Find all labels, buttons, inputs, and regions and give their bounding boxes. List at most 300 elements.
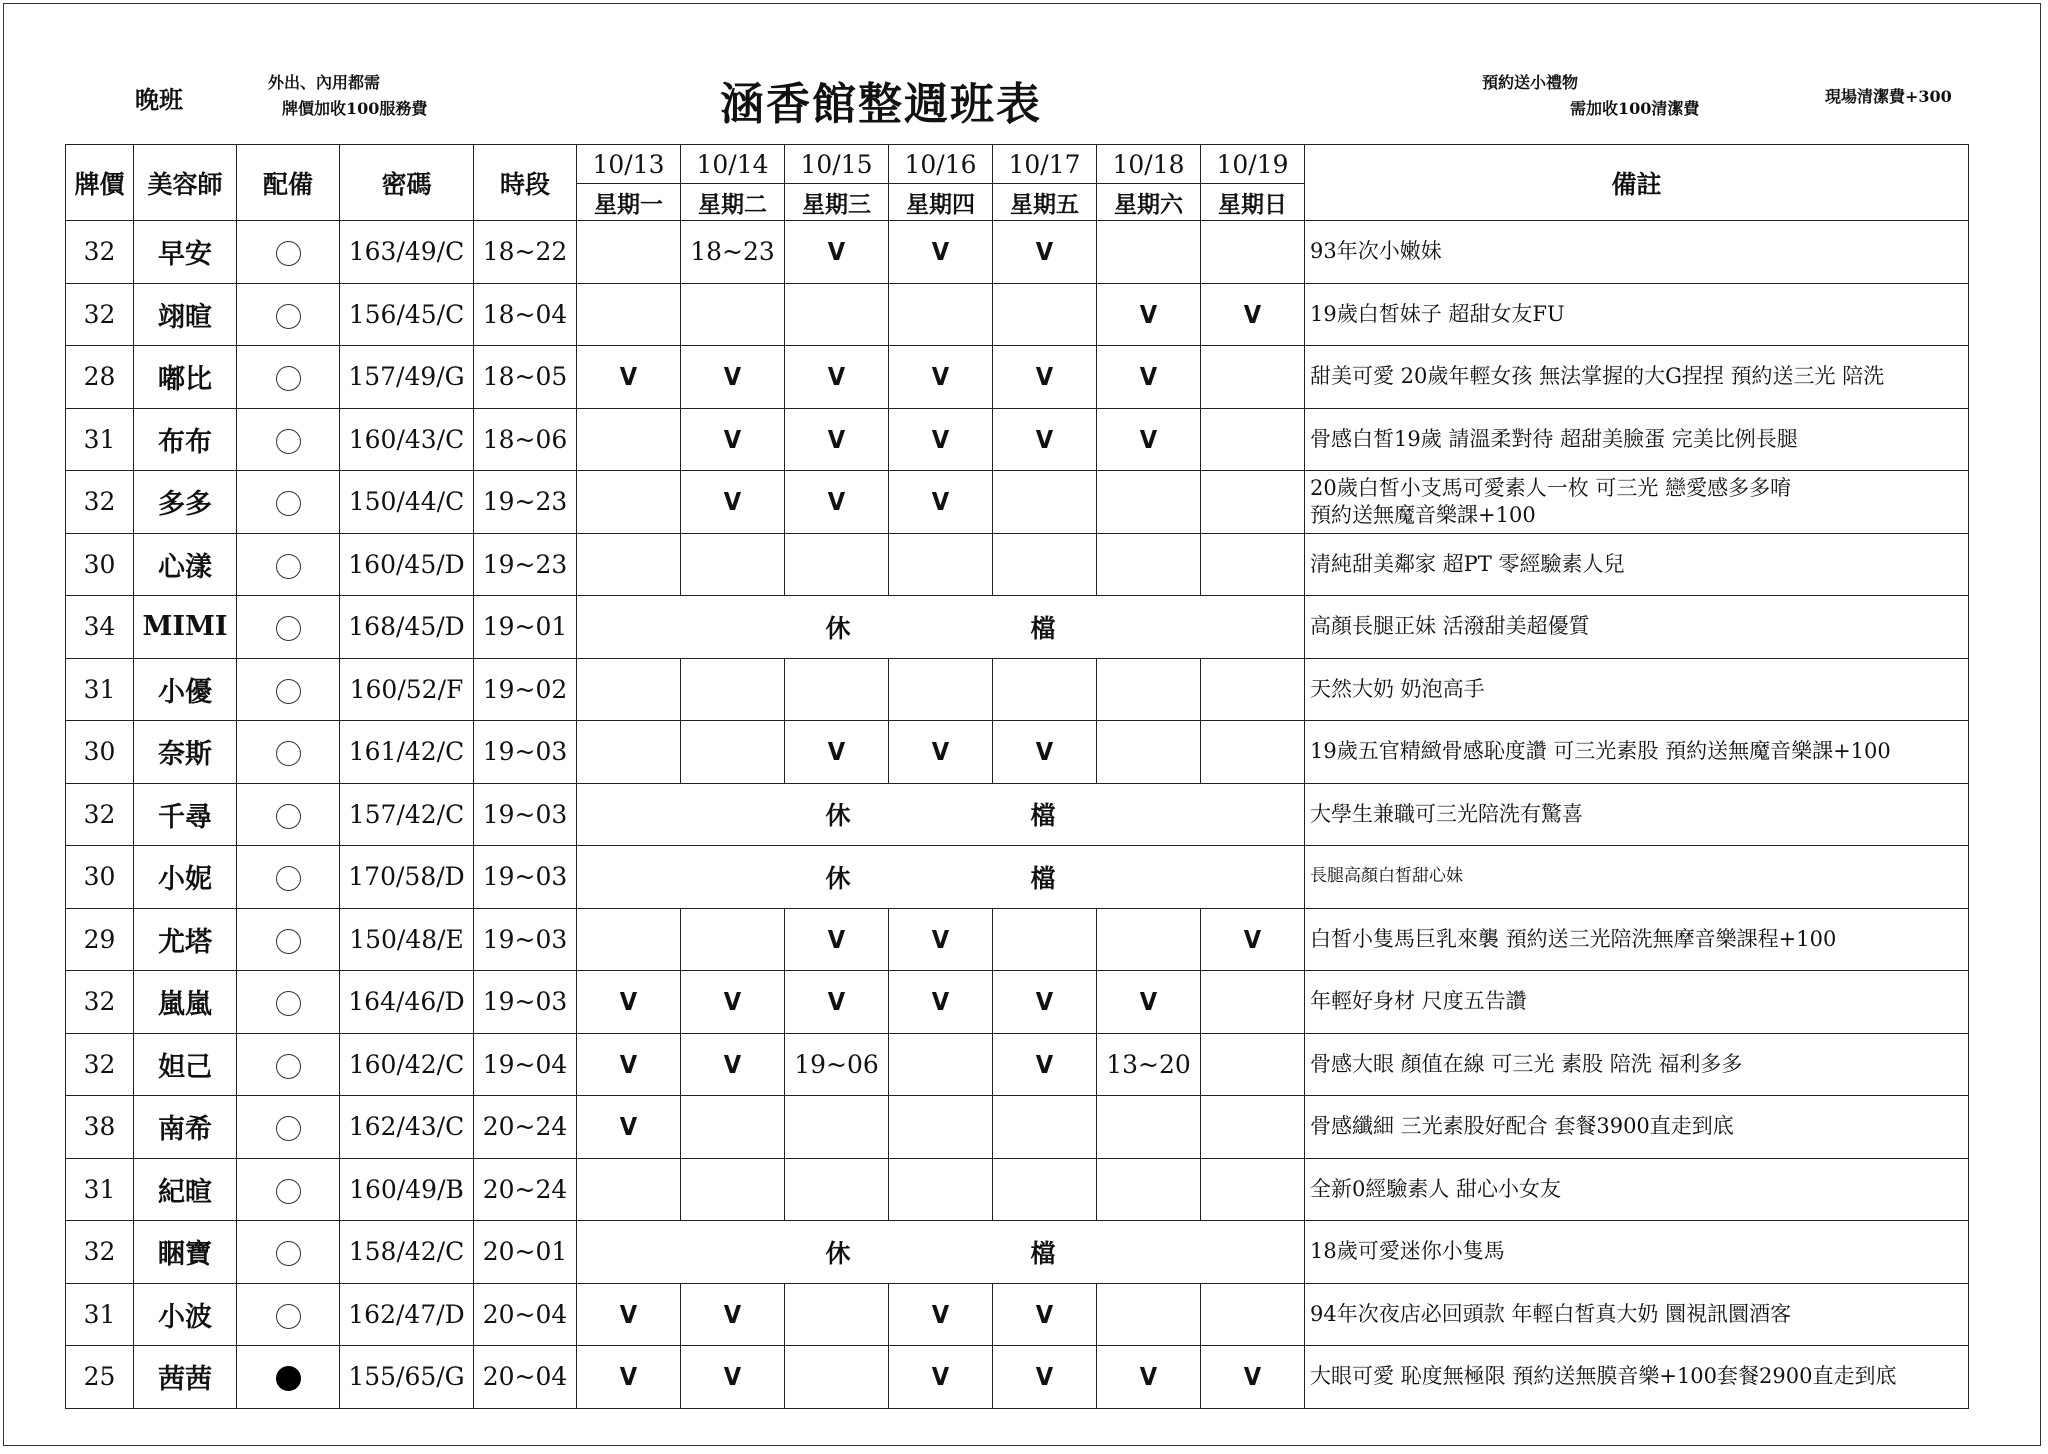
empty-circle-icon	[276, 241, 301, 266]
password-cell: 161/42/C	[340, 721, 474, 784]
stylist-name: 嵐嵐	[134, 971, 237, 1034]
day-cell	[681, 533, 785, 596]
day-cell	[577, 1158, 681, 1221]
day-cell	[1201, 471, 1305, 534]
rest-label: 休	[825, 1238, 851, 1268]
price-cell: 32	[66, 221, 134, 284]
time-cell: 19~03	[474, 783, 577, 846]
empty-circle-icon	[276, 804, 301, 829]
header-weekday: 星期六	[1097, 184, 1201, 221]
equipment-cell	[237, 1221, 340, 1284]
day-cell	[1201, 1033, 1305, 1096]
gift-note-line1: 預約送小禮物	[1482, 73, 1579, 92]
header-date: 10/17	[993, 145, 1097, 184]
day-cell	[681, 283, 785, 346]
stylist-name: 小波	[134, 1283, 237, 1346]
header-weekday: 星期三	[785, 184, 889, 221]
password-cell: 160/42/C	[340, 1033, 474, 1096]
table-row	[66, 283, 1969, 346]
header-date: 10/14	[681, 145, 785, 184]
day-cell	[889, 283, 993, 346]
time-cell: 18~05	[474, 346, 577, 409]
day-cell	[577, 533, 681, 596]
table-row	[66, 1283, 1969, 1346]
header-date: 10/16	[889, 145, 993, 184]
password-cell: 158/42/C	[340, 1221, 474, 1284]
day-cell	[1201, 1096, 1305, 1159]
day-cell	[993, 1158, 1097, 1221]
day-cell	[889, 1096, 993, 1159]
equipment-cell	[237, 221, 340, 284]
rest-label: 檔	[1030, 801, 1056, 831]
remark-text: 19歲五官精緻骨感恥度讚 可三光素股 預約送無魔音樂課+100	[1310, 739, 1891, 764]
remark-text: 骨感大眼 顏值在線 可三光 素股 陪洗 福利多多	[1310, 1051, 1743, 1076]
rest-label: 檔	[1030, 613, 1056, 643]
empty-circle-icon	[276, 616, 301, 641]
remark-text: 清純甜美鄰家 超PT 零經驗素人兒	[1310, 551, 1625, 576]
remark-cell	[1305, 1033, 1969, 1096]
remark-cell	[1305, 1346, 1969, 1409]
day-cell	[993, 1096, 1097, 1159]
remark-cell	[1305, 971, 1969, 1034]
empty-circle-icon	[276, 866, 301, 891]
empty-circle-icon	[276, 1179, 301, 1204]
day-cell: V	[889, 1283, 993, 1346]
header-date: 10/18	[1097, 145, 1201, 184]
remark-cell	[1305, 408, 1969, 471]
price-cell: 31	[66, 1283, 134, 1346]
day-cell: 18~23	[681, 221, 785, 284]
stylist-name: 茜茜	[134, 1346, 237, 1409]
remark-text: 骨感纖細 三光素股好配合 套餐3900直走到底	[1310, 1114, 1734, 1139]
day-cell	[785, 1346, 889, 1409]
equipment-cell	[237, 1096, 340, 1159]
day-cell: V	[577, 1033, 681, 1096]
remark-cell	[1305, 783, 1969, 846]
day-cell: V	[577, 971, 681, 1034]
stylist-name: 翊暄	[134, 283, 237, 346]
header-stylist: 美容師	[134, 145, 237, 221]
day-cell	[681, 1096, 785, 1159]
time-cell: 19~23	[474, 471, 577, 534]
equipment-cell	[237, 783, 340, 846]
rest-cell	[577, 846, 1305, 909]
password-cell: 160/43/C	[340, 408, 474, 471]
table-row	[66, 1033, 1969, 1096]
day-cell: V	[681, 1033, 785, 1096]
service-fee-note-line1: 外出、內用都需	[268, 73, 381, 92]
price-cell: 38	[66, 1096, 134, 1159]
empty-circle-icon	[276, 1054, 301, 1079]
time-cell: 19~04	[474, 1033, 577, 1096]
password-cell: 155/65/G	[340, 1346, 474, 1409]
day-cell: V	[1201, 1346, 1305, 1409]
table-row	[66, 846, 1969, 909]
day-cell	[577, 721, 681, 784]
remark-text: 甜美可愛 20歲年輕女孩 無法掌握的大G捏捏 預約送三光 陪洗	[1310, 364, 1885, 389]
equipment-cell	[237, 971, 340, 1034]
remark-text: 19歲白皙妹子 超甜女友FU	[1310, 301, 1565, 326]
equipment-cell	[237, 1033, 340, 1096]
rest-cell	[577, 596, 1305, 659]
rest-label: 休	[825, 613, 851, 643]
stylist-name: 睏寶	[134, 1221, 237, 1284]
remark-text: 20歲白皙小支馬可愛素人一枚 可三光 戀愛感多多唷	[1310, 475, 1792, 500]
time-cell: 19~03	[474, 908, 577, 971]
day-cell	[1097, 721, 1201, 784]
remark-text: 天然大奶 奶泡高手	[1310, 676, 1485, 701]
remark-text: 白皙小隻馬巨乳來襲 預約送三光陪洗無摩音樂課程+100	[1310, 926, 1837, 951]
header-password: 密碼	[340, 145, 474, 221]
day-cell	[577, 658, 681, 721]
stylist-name: 小妮	[134, 846, 237, 909]
day-cell	[577, 221, 681, 284]
remark-cell	[1305, 1096, 1969, 1159]
day-cell	[1201, 1158, 1305, 1221]
day-cell	[889, 658, 993, 721]
service-fee-note-line2: 牌價加收100服務費	[282, 99, 428, 118]
day-cell: V	[681, 471, 785, 534]
day-cell: V	[993, 1033, 1097, 1096]
table-row	[66, 1346, 1969, 1409]
empty-circle-icon	[276, 429, 301, 454]
remark-text: 大眼可愛 恥度無極限 預約送無膜音樂+100套餐2900直走到底	[1310, 1364, 1897, 1389]
remark-text: 93年次小嫩妹	[1310, 239, 1442, 264]
time-cell: 20~04	[474, 1283, 577, 1346]
empty-circle-icon	[276, 1304, 301, 1329]
day-cell: V	[577, 346, 681, 409]
header-date: 10/19	[1201, 145, 1305, 184]
day-cell: V	[785, 971, 889, 1034]
day-cell: V	[1097, 971, 1201, 1034]
rest-label: 休	[825, 801, 851, 831]
table-row	[66, 596, 1969, 659]
equipment-cell	[237, 908, 340, 971]
day-cell: V	[889, 221, 993, 284]
day-cell: V	[681, 971, 785, 1034]
remark-cell	[1305, 346, 1969, 409]
day-cell: 19~06	[785, 1033, 889, 1096]
stylist-name: 早安	[134, 221, 237, 284]
stylist-name: MIMI	[134, 596, 237, 659]
day-cell: V	[1097, 346, 1201, 409]
password-cell: 160/45/D	[340, 533, 474, 596]
day-cell: V	[993, 1346, 1097, 1409]
remark-cell	[1305, 1283, 1969, 1346]
remark-cell	[1305, 846, 1969, 909]
header-weekday: 星期一	[577, 184, 681, 221]
rest-cell	[577, 783, 1305, 846]
time-cell: 19~03	[474, 721, 577, 784]
day-cell: V	[577, 1096, 681, 1159]
day-cell	[993, 283, 1097, 346]
table-row	[66, 471, 1969, 534]
remark-cell	[1305, 533, 1969, 596]
stylist-name: 尤塔	[134, 908, 237, 971]
header-price: 牌價	[66, 145, 134, 221]
password-cell: 150/48/E	[340, 908, 474, 971]
remark-text: 18歲可愛迷你小隻馬	[1310, 1239, 1505, 1264]
day-cell: V	[1097, 408, 1201, 471]
day-cell	[577, 408, 681, 471]
table-row	[66, 783, 1969, 846]
price-cell: 32	[66, 1221, 134, 1284]
time-cell: 19~01	[474, 596, 577, 659]
stylist-name: 嘟比	[134, 346, 237, 409]
day-cell: V	[1201, 908, 1305, 971]
header-weekday: 星期二	[681, 184, 785, 221]
price-cell: 32	[66, 783, 134, 846]
price-cell: 31	[66, 408, 134, 471]
day-cell	[1097, 471, 1201, 534]
empty-circle-icon	[276, 1241, 301, 1266]
remark-text: 骨感白皙19歲 請溫柔對待 超甜美臉蛋 完美比例長腿	[1310, 426, 1798, 451]
stylist-name: 妲己	[134, 1033, 237, 1096]
equipment-cell	[237, 1158, 340, 1221]
day-cell: V	[681, 408, 785, 471]
equipment-cell	[237, 283, 340, 346]
empty-circle-icon	[276, 1116, 301, 1141]
equipment-cell	[237, 346, 340, 409]
day-cell	[993, 658, 1097, 721]
table-row	[66, 1221, 1969, 1284]
empty-circle-icon	[276, 741, 301, 766]
remark-cell	[1305, 1221, 1969, 1284]
price-cell: 29	[66, 908, 134, 971]
day-cell	[785, 1096, 889, 1159]
remark-text: 高顏長腿正妹 活潑甜美超優質	[1310, 614, 1590, 639]
day-cell	[577, 471, 681, 534]
day-cell	[1097, 221, 1201, 284]
day-cell: V	[889, 908, 993, 971]
table-row	[66, 1096, 1969, 1159]
remark-cell	[1305, 283, 1969, 346]
price-cell: 31	[66, 658, 134, 721]
day-cell: V	[1097, 283, 1201, 346]
rest-label: 檔	[1030, 1238, 1056, 1268]
day-cell: V	[681, 1283, 785, 1346]
stylist-name: 奈斯	[134, 721, 237, 784]
table-row	[66, 408, 1969, 471]
password-cell: 162/43/C	[340, 1096, 474, 1159]
day-cell: V	[993, 221, 1097, 284]
day-cell	[889, 1158, 993, 1221]
table-row	[66, 658, 1969, 721]
day-cell: V	[785, 221, 889, 284]
remark-text: 94年次夜店必回頭款 年輕白皙真大奶 圜視訊圜酒客	[1310, 1301, 1792, 1326]
day-cell: V	[993, 721, 1097, 784]
empty-circle-icon	[276, 304, 301, 329]
equipment-cell	[237, 471, 340, 534]
day-cell	[1097, 1096, 1201, 1159]
remark-cell	[1305, 471, 1969, 534]
gift-note-line2: 需加收100清潔費	[1570, 99, 1700, 118]
day-cell: V	[681, 346, 785, 409]
rest-label: 休	[825, 863, 851, 893]
remark-cell	[1305, 658, 1969, 721]
header-weekday: 星期四	[889, 184, 993, 221]
day-cell	[785, 1158, 889, 1221]
remark-text: 全新0經驗素人 甜心小女友	[1310, 1176, 1562, 1201]
day-cell: V	[577, 1283, 681, 1346]
empty-circle-icon	[276, 679, 301, 704]
price-cell: 32	[66, 283, 134, 346]
day-cell	[1201, 346, 1305, 409]
time-cell: 18~04	[474, 283, 577, 346]
equipment-cell	[237, 846, 340, 909]
time-cell: 20~24	[474, 1096, 577, 1159]
day-cell: V	[993, 346, 1097, 409]
stylist-name: 南希	[134, 1096, 237, 1159]
remark-cell	[1305, 908, 1969, 971]
day-cell	[1201, 221, 1305, 284]
equipment-cell	[237, 596, 340, 659]
header-remark: 備註	[1305, 145, 1969, 221]
password-cell: 150/44/C	[340, 471, 474, 534]
stylist-name: 紀暄	[134, 1158, 237, 1221]
day-cell	[1201, 1283, 1305, 1346]
time-cell: 20~24	[474, 1158, 577, 1221]
header-weekday: 星期五	[993, 184, 1097, 221]
price-cell: 28	[66, 346, 134, 409]
price-cell: 32	[66, 1033, 134, 1096]
day-cell	[785, 658, 889, 721]
empty-circle-icon	[276, 554, 301, 579]
stylist-name: 心漾	[134, 533, 237, 596]
table-row	[66, 533, 1969, 596]
day-cell	[993, 908, 1097, 971]
day-cell	[681, 1158, 785, 1221]
equipment-cell	[237, 1283, 340, 1346]
remark-text: 大學生兼職可三光陪洗有驚喜	[1310, 801, 1583, 826]
page-title: 涵香館整週班表	[720, 79, 1042, 130]
day-cell	[993, 533, 1097, 596]
day-cell: V	[785, 471, 889, 534]
price-cell: 25	[66, 1346, 134, 1409]
password-cell: 162/47/D	[340, 1283, 474, 1346]
day-cell: V	[889, 408, 993, 471]
remark-cell	[1305, 221, 1969, 284]
time-cell: 20~04	[474, 1346, 577, 1409]
time-cell: 19~03	[474, 846, 577, 909]
schedule-table	[65, 144, 1969, 1409]
day-cell	[681, 658, 785, 721]
stylist-name: 多多	[134, 471, 237, 534]
day-cell	[1097, 533, 1201, 596]
time-cell: 20~01	[474, 1221, 577, 1284]
price-cell: 30	[66, 721, 134, 784]
header-date: 10/13	[577, 145, 681, 184]
day-cell	[785, 1283, 889, 1346]
day-cell: V	[681, 1346, 785, 1409]
remark-text-line2: 預約送無魔音樂課+100	[1310, 502, 1536, 527]
day-cell	[1201, 658, 1305, 721]
stylist-name: 布布	[134, 408, 237, 471]
password-cell: 157/42/C	[340, 783, 474, 846]
time-cell: 19~23	[474, 533, 577, 596]
stylist-name: 千尋	[134, 783, 237, 846]
equipment-cell	[237, 721, 340, 784]
day-cell: V	[785, 908, 889, 971]
day-cell: V	[785, 721, 889, 784]
day-cell	[577, 908, 681, 971]
rest-cell	[577, 1221, 1305, 1284]
day-cell	[785, 533, 889, 596]
table-row	[66, 721, 1969, 784]
day-cell	[889, 1033, 993, 1096]
equipment-cell	[237, 408, 340, 471]
cleaning-fee-note: 現場清潔費+300	[1825, 87, 1952, 106]
header-date: 10/15	[785, 145, 889, 184]
table-row	[66, 908, 1969, 971]
table-row	[66, 221, 1969, 284]
table-row	[66, 346, 1969, 409]
day-cell: V	[993, 408, 1097, 471]
stylist-name: 小優	[134, 658, 237, 721]
password-cell: 168/45/D	[340, 596, 474, 659]
day-cell	[577, 283, 681, 346]
day-cell	[1097, 908, 1201, 971]
remark-cell	[1305, 596, 1969, 659]
day-cell	[1201, 533, 1305, 596]
day-cell: V	[993, 971, 1097, 1034]
equipment-cell	[237, 658, 340, 721]
day-cell	[681, 721, 785, 784]
day-cell: V	[1097, 1346, 1201, 1409]
day-cell	[1097, 658, 1201, 721]
header-equipment: 配備	[237, 145, 340, 221]
day-cell: V	[1201, 283, 1305, 346]
price-cell: 34	[66, 596, 134, 659]
rest-label: 檔	[1030, 863, 1056, 893]
day-cell	[681, 908, 785, 971]
filled-circle-icon	[276, 1366, 301, 1391]
day-cell: V	[785, 408, 889, 471]
day-cell	[1097, 1158, 1201, 1221]
time-cell: 18~22	[474, 221, 577, 284]
empty-circle-icon	[276, 929, 301, 954]
schedule-body	[66, 221, 1969, 1409]
remark-text: 年輕好身材 尺度五告讚	[1310, 989, 1527, 1014]
header-time: 時段	[474, 145, 577, 221]
day-cell	[785, 283, 889, 346]
equipment-cell	[237, 533, 340, 596]
password-cell: 163/49/C	[340, 221, 474, 284]
time-cell: 19~03	[474, 971, 577, 1034]
shift-label: 晚班	[135, 85, 183, 114]
table-row	[66, 1158, 1969, 1221]
day-cell: V	[993, 1283, 1097, 1346]
empty-circle-icon	[276, 491, 301, 516]
price-cell: 32	[66, 471, 134, 534]
day-cell: V	[889, 471, 993, 534]
remark-cell	[1305, 1158, 1969, 1221]
day-cell: V	[785, 346, 889, 409]
password-cell: 160/52/F	[340, 658, 474, 721]
day-cell: V	[889, 971, 993, 1034]
time-cell: 19~02	[474, 658, 577, 721]
day-cell	[889, 533, 993, 596]
equipment-cell	[237, 1346, 340, 1409]
day-cell	[1097, 1283, 1201, 1346]
table-row	[66, 971, 1969, 1034]
day-cell: V	[889, 1346, 993, 1409]
remark-cell	[1305, 721, 1969, 784]
price-cell: 30	[66, 846, 134, 909]
day-cell	[1201, 971, 1305, 1034]
password-cell: 160/49/B	[340, 1158, 474, 1221]
empty-circle-icon	[276, 366, 301, 391]
